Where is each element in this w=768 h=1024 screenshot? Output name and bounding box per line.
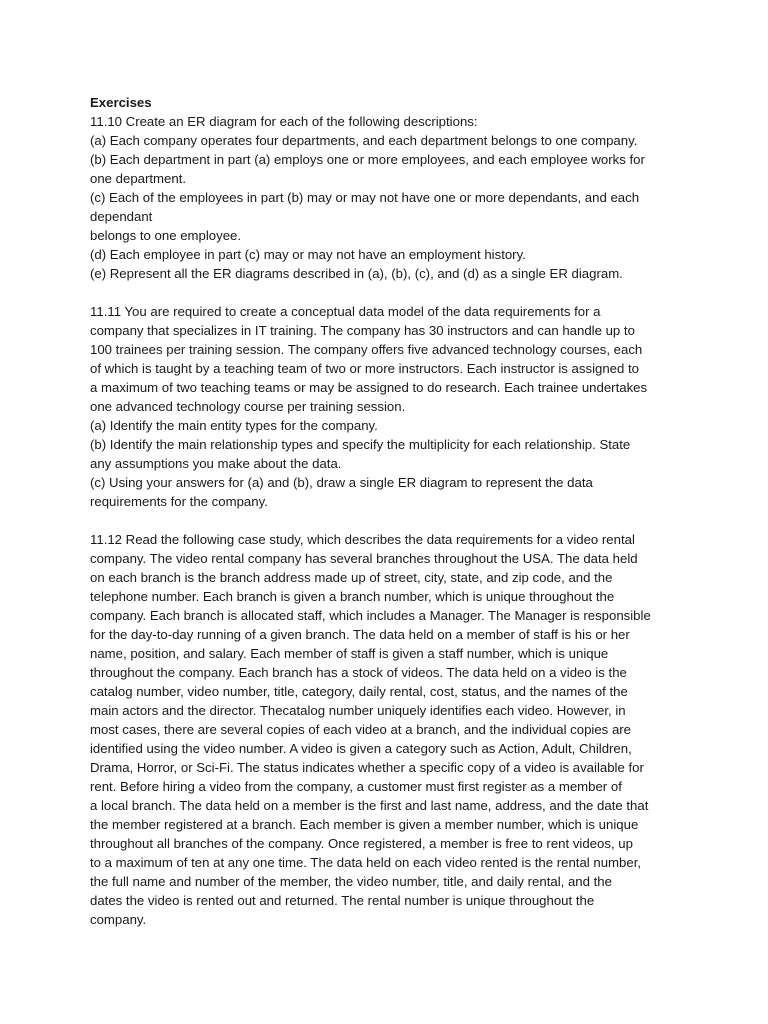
paragraph-line: (a) Identify the main entity types for the company.	[90, 418, 378, 433]
paragraph-line: main actors and the director. Thecatalog number uniquely identifies each video. However, in	[90, 703, 626, 718]
paragraph-line: 100 trainees per training session. The company offers five advanced technology courses, each	[90, 342, 643, 357]
paragraph-line: dates the video is rented out and returned. The rental number is unique throughout the	[90, 893, 595, 908]
paragraph-line: company. The video rental company has several branches throughout the USA. The data held	[90, 551, 638, 566]
paragraph-line: 11.12 Read the following case study, which describes the data requirements for a video rental	[90, 532, 635, 547]
paragraph-line: a local branch. The data held on a member is the first and last name, address, and the date that	[90, 798, 649, 813]
exercise-11-12	[90, 530, 690, 929]
paragraph-line: one advanced technology course per training session.	[90, 399, 406, 414]
paragraph-line: throughout the company. Each branch has a stock of videos. The data held on a video is the	[90, 665, 627, 680]
paragraph-line: catalog number, video number, title, category, daily rental, cost, status, and the names of the	[90, 684, 628, 699]
paragraph-line: identified using the video number. A video is given a category such as Action, Adult, Children,	[90, 741, 632, 756]
paragraph-line: company.	[90, 912, 147, 927]
paragraph-spacer	[90, 511, 690, 530]
document-content	[90, 93, 690, 929]
paragraph-line: (b) Each department in part (a) employs one or more employees, and each employee works for	[90, 152, 645, 167]
paragraph-spacer	[90, 283, 690, 302]
exercise-11-10	[90, 112, 690, 283]
paragraph-line: of which is taught by a teaching team of two or more instructors. Each instructor is assigned to	[90, 361, 640, 376]
paragraph-line: 11.10 Create an ER diagram for each of the following descriptions:	[90, 114, 478, 129]
exercise-11-11	[90, 302, 690, 511]
paragraph-line: belongs to one employee.	[90, 228, 242, 243]
paragraph-line: any assumptions you make about the data.	[90, 456, 342, 471]
exercises-heading: Exercises	[90, 95, 152, 110]
paragraph-line: (c) Using your answers for (a) and (b), draw a single ER diagram to represent the data	[90, 475, 593, 490]
paragraph-line: for the day-to-day running of a given branch. The data held on a member of staff is his or her	[90, 627, 630, 642]
paragraph-line: on each branch is the branch address made up of street, city, state, and zip code, and the	[90, 570, 613, 585]
paragraph-line: requirements for the company.	[90, 494, 268, 509]
paragraph-line: name, position, and salary. Each member of staff is given a staff number, which is unique	[90, 646, 609, 661]
paragraph-line: one department.	[90, 171, 187, 186]
paragraph-line: a maximum of two teaching teams or may be assigned to do research. Each trainee undertakes	[90, 380, 648, 395]
paragraph-line: company. Each branch is allocated staff, which includes a Manager. The Manager is responsible	[90, 608, 651, 623]
paragraph-line: to a maximum of ten at any one time. The data held on each video rented is the rental number,	[90, 855, 642, 870]
paragraph-line: (d) Each employee in part (c) may or may not have an employment history.	[90, 247, 526, 262]
paragraph-line: company that specializes in IT training. The company has 30 instructors and can handle up to	[90, 323, 635, 338]
paragraph-line: (b) Identify the main relationship types and specify the multiplicity for each relationship. State	[90, 437, 631, 452]
paragraph-line: dependant	[90, 209, 153, 224]
paragraph-line: Drama, Horror, or Sci-Fi. The status indicates whether a specific copy of a video is available for	[90, 760, 644, 775]
paragraph-line: most cases, there are several copies of each video at a branch, and the individual copies are	[90, 722, 632, 737]
paragraph-line: 11.11 You are required to create a conceptual data model of the data requirements for a	[90, 304, 601, 319]
paragraph-line: the full name and number of the member, the video number, title, and daily rental, and the	[90, 874, 612, 889]
paragraph-line: (a) Each company operates four departments, and each department belongs to one company.	[90, 133, 638, 148]
paragraph-line: (e) Represent all the ER diagrams described in (a), (b), (c), and (d) as a single ER diagram.	[90, 266, 623, 281]
paragraph-line: throughout all branches of the company. Once registered, a member is free to rent videos, up	[90, 836, 633, 851]
paragraph-line: rent. Before hiring a video from the company, a customer must first register as a member of	[90, 779, 622, 794]
paragraph-line: the member registered at a branch. Each member is given a member number, which is unique	[90, 817, 639, 832]
paragraph-line: telephone number. Each branch is given a branch number, which is unique throughout the	[90, 589, 615, 604]
paragraph-line: (c) Each of the employees in part (b) may or may not have one or more dependants, and each	[90, 190, 640, 205]
